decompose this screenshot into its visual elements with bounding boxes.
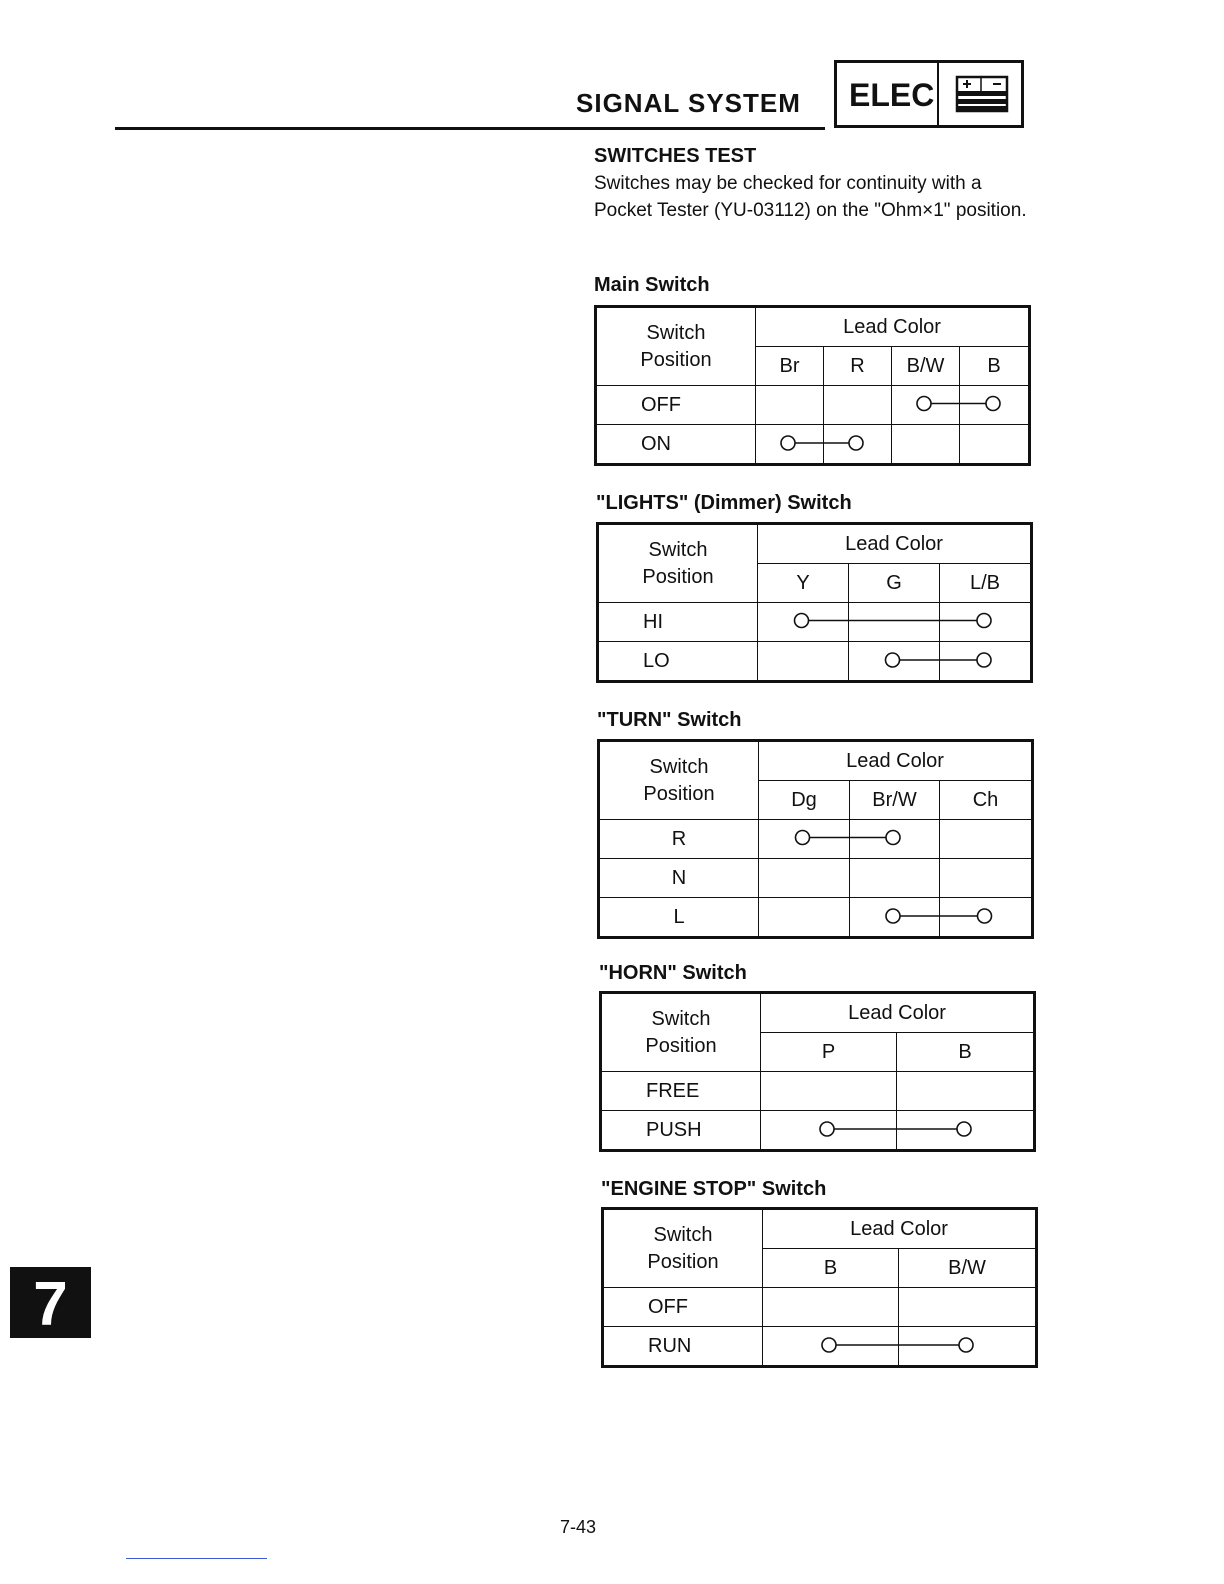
continuity-cell [897, 1111, 1035, 1151]
switch-table [597, 739, 1034, 939]
battery-icon [955, 75, 1009, 113]
switch-position-header [603, 1209, 763, 1288]
lead-color-column: B [897, 1033, 1035, 1072]
lead-color-column: Br [756, 347, 824, 386]
lead-color-header: Lead Color [758, 524, 1032, 564]
continuity-cell [899, 1327, 1037, 1367]
continuity-cell [850, 898, 940, 938]
continuity-cell [892, 386, 960, 425]
table-title: "TURN" Switch [597, 709, 742, 731]
lead-color-header: Lead Color [759, 741, 1033, 781]
switch-position-value: HI [598, 603, 758, 642]
table-row [603, 1288, 1037, 1327]
continuity-cell [940, 820, 1033, 859]
lead-color-column: B/W [892, 347, 960, 386]
lead-color-column: B [763, 1249, 899, 1288]
continuity-cell [960, 386, 1030, 425]
switch-position-value: RUN [603, 1327, 763, 1367]
lead-color-column: B [960, 347, 1030, 386]
switch-position-value: OFF [596, 386, 756, 425]
switch-position-value: FREE [601, 1072, 761, 1111]
table-row [599, 898, 1033, 938]
lead-color-header: Lead Color [763, 1209, 1037, 1249]
lead-color-column: Dg [759, 781, 850, 820]
continuity-cell [940, 859, 1033, 898]
lead-color-column: Ch [940, 781, 1033, 820]
continuity-cell [759, 820, 850, 859]
continuity-cell [824, 425, 892, 465]
switch-position-header [598, 524, 758, 603]
switch-position-label: Switch Position [647, 1223, 719, 1273]
table-row [603, 1327, 1037, 1367]
continuity-cell [940, 603, 1032, 642]
switch-table [601, 1207, 1038, 1368]
table-title: "HORN" Switch [599, 962, 747, 984]
table-row [601, 1111, 1035, 1151]
lead-color-header: Lead Color [761, 993, 1035, 1033]
continuity-cell [849, 642, 940, 682]
page-number: 7-43 [560, 1517, 597, 1537]
continuity-cell [850, 859, 940, 898]
switch-position-label: Switch Position [640, 321, 712, 371]
switch-position-value: L [599, 898, 759, 938]
switch-position-label: Switch Position [645, 1007, 717, 1057]
table-title: "LIGHTS" (Dimmer) Switch [596, 492, 852, 514]
lead-color-column: G [849, 564, 940, 603]
continuity-cell [759, 898, 850, 938]
chapter-tab-number: 7 [33, 1270, 68, 1339]
continuity-cell [850, 820, 940, 859]
lead-color-column: L/B [940, 564, 1032, 603]
continuity-cell [940, 642, 1032, 682]
section-title: SWITCHES TEST [594, 145, 757, 167]
continuity-cell [940, 898, 1033, 938]
continuity-cell [824, 386, 892, 425]
switch-position-header [596, 307, 756, 386]
switch-position-value: R [599, 820, 759, 859]
table-title: "ENGINE STOP" Switch [601, 1178, 827, 1200]
continuity-cell [758, 603, 849, 642]
table-row [599, 859, 1033, 898]
bottom-rule [126, 1558, 267, 1559]
continuity-cell [761, 1111, 897, 1151]
switch-table [596, 522, 1033, 683]
section-badge [834, 60, 1024, 128]
lead-color-column: R [824, 347, 892, 386]
table-title: Main Switch [594, 274, 710, 296]
continuity-cell [892, 425, 960, 465]
continuity-cell [758, 642, 849, 682]
intro-paragraph: Switches may be checked for continuity with a Pocket Tester (YU-03112) on the "Ohm×1" position. [594, 173, 1027, 221]
lead-color-column: Y [758, 564, 849, 603]
switch-position-value: LO [598, 642, 758, 682]
switch-table [599, 991, 1036, 1152]
continuity-cell [763, 1288, 899, 1327]
header-rule [115, 127, 825, 130]
lead-color-column: P [761, 1033, 897, 1072]
table-row [599, 820, 1033, 859]
switch-position-value: ON [596, 425, 756, 465]
table-row [596, 425, 1030, 465]
switch-position-value: OFF [603, 1288, 763, 1327]
table-row [598, 603, 1032, 642]
continuity-cell [759, 859, 850, 898]
switch-position-label: Switch Position [643, 755, 715, 805]
continuity-cell [763, 1327, 899, 1367]
continuity-cell [897, 1072, 1035, 1111]
switch-position-header [601, 993, 761, 1072]
switch-table [594, 305, 1031, 466]
switch-position-label: Switch Position [642, 538, 714, 588]
lead-color-column: B/W [899, 1249, 1037, 1288]
lead-color-header: Lead Color [756, 307, 1030, 347]
chapter-tab [10, 1267, 91, 1338]
continuity-cell [756, 425, 824, 465]
continuity-cell [899, 1288, 1037, 1327]
lead-color-column: Br/W [850, 781, 940, 820]
switch-position-value: PUSH [601, 1111, 761, 1151]
section-badge-label: ELEC [849, 77, 935, 113]
continuity-cell [756, 386, 824, 425]
continuity-cell [761, 1072, 897, 1111]
table-row [601, 1072, 1035, 1111]
page-title: SIGNAL SYSTEM [576, 88, 801, 118]
switch-position-value: N [599, 859, 759, 898]
badge-divider [937, 63, 939, 125]
continuity-cell [960, 425, 1030, 465]
table-row [596, 386, 1030, 425]
table-row [598, 642, 1032, 682]
continuity-cell [849, 603, 940, 642]
switch-position-header [599, 741, 759, 820]
